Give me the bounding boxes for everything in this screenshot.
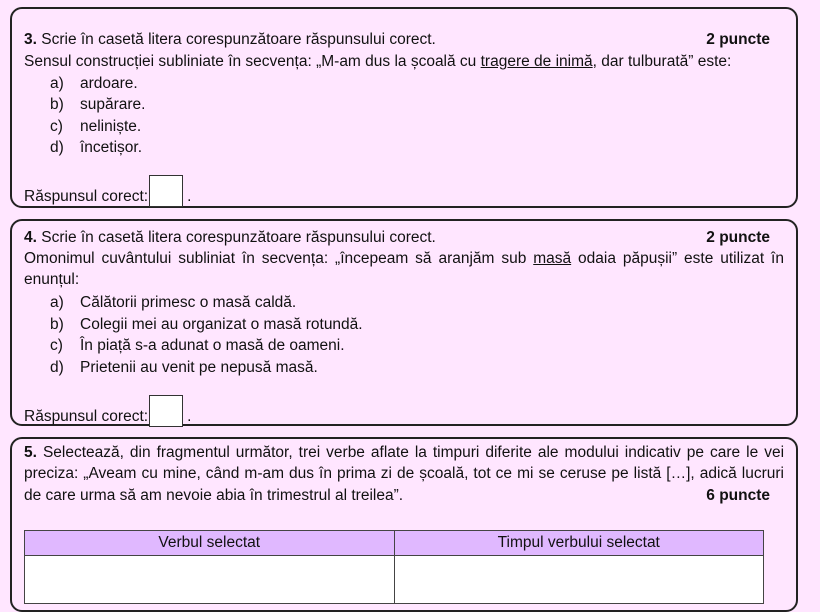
question-4-answer-row: [24, 395, 191, 427]
question-4-card: [10, 219, 798, 426]
question-3-instruction: Scrie în casetă litera corespunzătoare răspunsului corect.: [41, 31, 436, 48]
question-3-card: [10, 7, 798, 208]
question-3-option-d: [50, 139, 142, 157]
question-3-option-c: [50, 118, 141, 136]
question-4-option-b: [50, 316, 363, 334]
question-5-card: [10, 437, 798, 612]
option-letter: d): [50, 359, 64, 376]
question-3-sentence: [24, 53, 784, 71]
question-5-line2: preciza: „Aveam cu mine, când m-am dus în prima zi de școală, tot ce mi se ceruse pe listă […], adică lucruri: [24, 465, 784, 482]
question-4-option-d: [50, 359, 318, 377]
question-4-sentence-line2: enunțul:: [24, 271, 80, 288]
question-5-line1: [24, 444, 784, 462]
option-letter: b): [50, 96, 64, 113]
question-5-text-line1: Selectează, din fragmentul următor, trei verbe aflate la timpuri diferite ale modului indicativ pe care le vei: [42, 444, 785, 461]
option-text: supărare.: [80, 96, 146, 113]
option-text: În piață s-a adunat o masă de oameni.: [80, 337, 345, 354]
verb-table-header-row: [25, 531, 764, 556]
question-4-option-c: [50, 337, 345, 355]
tense-cell[interactable]: [394, 556, 764, 604]
option-text: neliniște.: [80, 118, 142, 135]
question-4-underlined-word: masă: [533, 250, 572, 267]
option-letter: a): [50, 294, 64, 311]
question-3-number: 3.: [24, 31, 37, 48]
question-3-answer-box[interactable]: [149, 175, 183, 207]
column-header-verb: Verbul selectat: [25, 531, 395, 556]
question-5-points: 6 puncte: [706, 487, 770, 504]
question-4-sentence-end: odaia păpușii” este utilizat în: [571, 250, 784, 267]
question-5-line3: de care urma să am nevoie abia în trimestrul al treilea”.: [24, 487, 404, 504]
question-3-answer-row: [24, 175, 191, 207]
question-4-header: [24, 229, 784, 247]
option-text: Colegii mei au organizat o masă rotundă.: [80, 316, 363, 333]
option-letter: c): [50, 118, 63, 135]
question-3-sentence-start: Sensul construcției subliniate în secvența: „M-am dus la școală cu: [24, 53, 481, 70]
option-letter: b): [50, 316, 64, 333]
question-4-answer-label: Răspunsul corect:: [24, 408, 149, 425]
question-4-answer-period: .: [187, 408, 192, 425]
question-4-number: 4.: [24, 229, 37, 246]
option-letter: c): [50, 337, 63, 354]
question-4-sentence: [24, 250, 784, 268]
option-letter: d): [50, 139, 64, 156]
option-text: Prietenii au venit pe nepusă masă.: [80, 359, 318, 376]
question-3-option-a: [50, 75, 138, 93]
column-header-tense: Timpul verbului selectat: [394, 531, 764, 556]
question-3-option-b: [50, 96, 145, 114]
question-4-answer-box[interactable]: [149, 395, 183, 427]
question-4-sentence-start: Omonimul cuvântului subliniat în secvența: „începeam să aranjăm sub: [24, 250, 534, 267]
question-5-number: 5.: [24, 444, 37, 461]
option-text: încetișor.: [80, 139, 143, 156]
question-3-answer-period: .: [187, 188, 192, 205]
table-row: [25, 556, 764, 604]
verb-table: [24, 530, 764, 604]
option-text: Călătorii primesc o masă caldă.: [80, 294, 297, 311]
verb-cell[interactable]: [25, 556, 395, 604]
question-3-underlined-phrase: tragere de inimă: [480, 53, 593, 70]
option-text: ardoare.: [80, 75, 138, 92]
question-3-points: 2 puncte: [706, 31, 770, 48]
question-4-instruction: Scrie în casetă litera corespunzătoare răspunsului corect.: [41, 229, 436, 246]
question-4-option-a: [50, 294, 296, 312]
option-letter: a): [50, 75, 64, 92]
question-3-header: [24, 31, 784, 49]
question-4-points: 2 puncte: [706, 229, 770, 246]
question-3-answer-label: Răspunsul corect:: [24, 188, 149, 205]
question-3-sentence-end: , dar tulburată” este:: [592, 53, 732, 70]
